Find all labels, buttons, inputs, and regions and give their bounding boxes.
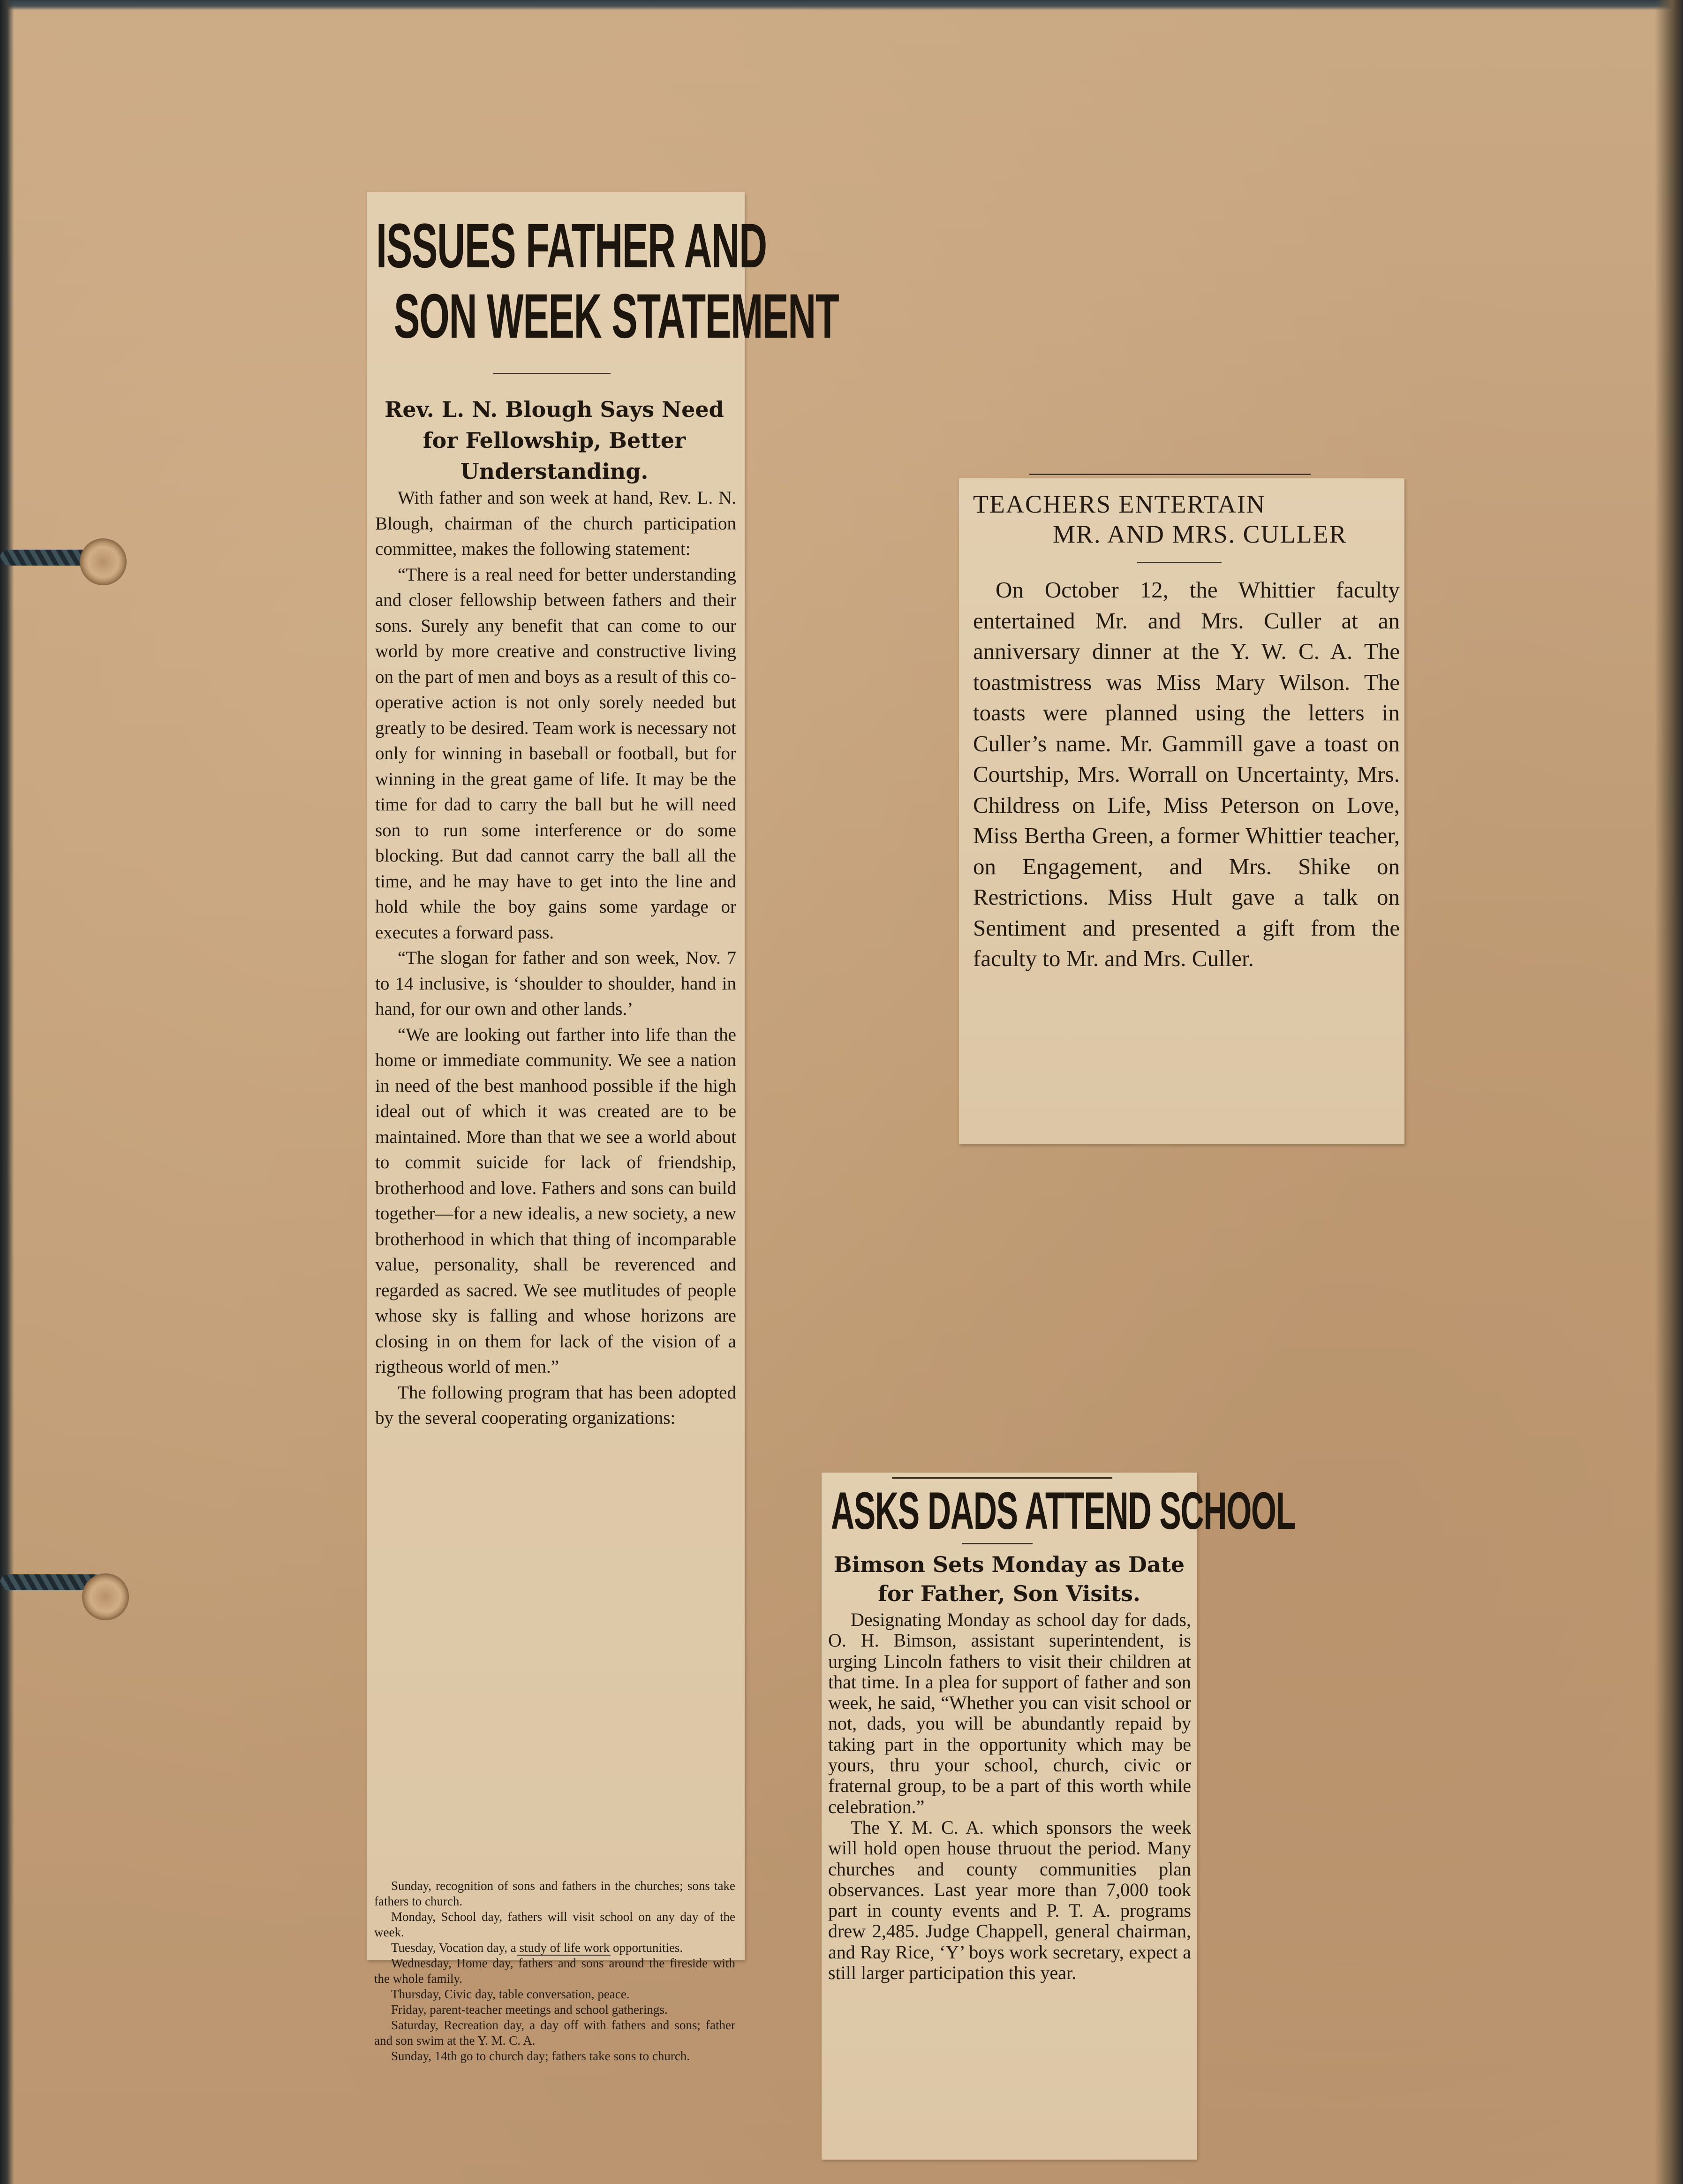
paragraph: The Y. M. C. A. which sponsors the week will hold open house thruout the period. Many churches and county communities plan observances. Last year more than 7,000 took part in county events and P. T. A. programs drew 2,485. Judge Chappell, general chairman, and Ray Rice, ‘Y’ boys work secretary, expect a still larger participation this year. [828, 1816, 1191, 1984]
program-item: Monday, School day, fathers will visit school on any day of the week. [374, 1910, 735, 1939]
paragraph: “The slogan for father and son week, Nov. 7 to 14 inclusive, is ‘shoulder to shoulder, hand in hand, for our own and other lands.’ [375, 948, 736, 1019]
program-item: Saturday, Recreation day, a day off with fathers and sons; father and son swim at the Y. M. C. A. [374, 2018, 735, 2048]
top-rule [1029, 474, 1311, 475]
program-item: Thursday, Civic day, table conversation, peace. [391, 1987, 630, 2001]
program-item: Sunday, 14th go to church day; fathers take sons to church. [391, 2049, 690, 2063]
program-item: Sunday, recognition of sons and fathers in the churches; sons take fathers to church. [374, 1879, 735, 1908]
subheadline: Bimson Sets Monday as Date for Father, Son Visits. [833, 1552, 1185, 1606]
page-left-edge [0, 0, 14, 2184]
program-item: Tuesday, Vocation day, a study of life work opportunities. [391, 1941, 683, 1955]
headline-divider [962, 1543, 1033, 1544]
program-list [374, 1878, 735, 2064]
end-rule [517, 1955, 611, 1956]
page-top-edge [0, 0, 1683, 10]
article-body [375, 485, 736, 1431]
headline-divider [1137, 562, 1222, 563]
headline: ASKS DADS ATTEND SCHOOL [831, 1481, 1295, 1540]
paragraph: On October 12, the Whittier faculty entertained Mr. and Mrs. Culler at an anniversary dinner at the Y. W. C. A. The toastmistress was Miss Mary Wilson. The toasts were planned using the letters in Culler’s name. Mr. Gammill gave a toast on Courtship, Mrs. Worrall on Uncertainty, Mrs. Childress on Life, Miss Peterson on Love, Miss Bertha Green, a former Whittier teacher, on Engagement, and Mrs. Shike on Restrictions. Miss Hult gave a talk on Sentiment and presented a gift from the faculty to Mr. and Mrs. Culler. [973, 577, 1400, 971]
subheadline: Rev. L. N. Blough Says Need for Fellowship, Better Understanding. [385, 397, 724, 484]
headline-line-1: ISSUES FATHER AND [376, 211, 767, 281]
top-rule [892, 1477, 1112, 1479]
program-item: Friday, parent-teacher meetings and school gatherings. [391, 2003, 668, 2017]
binder-hole-bottom [82, 1573, 129, 1620]
paragraph: “There is a real need for better understanding and closer fellowship between fathers and their sons. Surely any benefit that can come to our world by more creative and constructive living on the part of men and boys as a result of this co-operative action is not only sorely needed but greatly to be desired. Team work is necessary not only for winning in baseball or football, but for winning in the great game of life. It may be the time for dad to carry the ball but he will need son to run some interference or do some blocking. But dad cannot carry the ball all the time, and he may have to get into the line and hold while the boy gains some yardage or executes a forward pass. [375, 564, 736, 943]
paragraph: “We are looking out farther into life than the home or immediate community. We see a nation in need of the best manhood possible if the high ideal out of which it was created are to be maintained. More than that we see a world about to commit suicide for lack of friendship, brotherhood and love. Fathers and sons can build together—for a new idealis, a new society, a new brotherhood in which that thing of incomparable value, personality, shall be reverenced and regarded as sacred. We see mutlitudes of people whose sky is falling and whose horizons are closing in on them for lack of the vision of a rigtheous world of men.” [375, 1024, 736, 1377]
program-item: Wednesday, Home day, fathers and sons around the fireside with the whole family. [374, 1956, 735, 1986]
clipping-father-son-week [367, 192, 839, 2063]
paragraph: With father and son week at hand, Rev. L. N. Blough, chairman of the church participation committee, makes the following statement: [375, 488, 736, 559]
headline-line-2: SON WEEK STATEMENT [394, 281, 839, 351]
clipping-asks-dads-attend-school [822, 1473, 1295, 2160]
headline-line-2: MR. AND MRS. CULLER [1053, 520, 1347, 548]
headline-line-1: TEACHERS ENTERTAIN [973, 490, 1266, 518]
headline-divider [493, 373, 611, 374]
binder-hole-top [80, 538, 127, 585]
page-right-edge [1655, 0, 1683, 2184]
paragraph: Designating Monday as school day for dads, O. H. Bimson, assistant superintendent, is urging Lincoln fathers to visit their children at that time. In a plea for support of father and son week, he said, “Whether you can visit school or not, dads, you will be abundantly repaid by taking part in the opportunity which may be yours, thru your school, church, civic or fraternal group, to be a part of this worth while celebration.” [828, 1609, 1191, 1817]
clipping-teachers-entertain [959, 478, 1404, 1144]
article-body [973, 574, 1400, 974]
article-body [828, 1610, 1191, 1983]
paragraph: The following program that has been adopted by the several cooperating organizations: [375, 1382, 736, 1428]
